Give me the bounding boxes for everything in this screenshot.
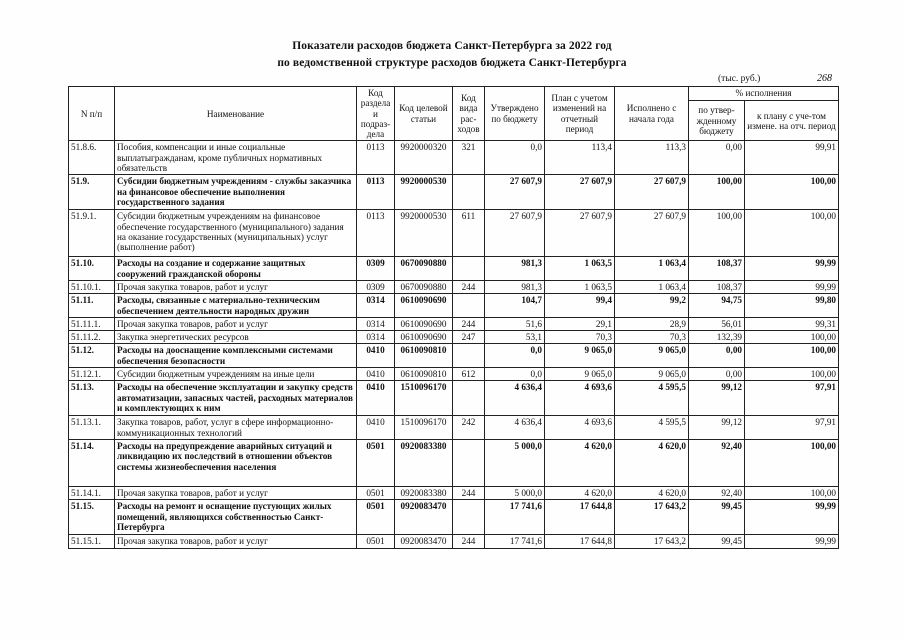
row-type-code: 244 [453,317,485,330]
row-name: Закупка энергетических ресурсов [115,331,357,344]
row-pct-approved: 100,00 [689,175,745,210]
header-num: N п/п [69,87,115,141]
row-pct-plan: 100,00 [745,344,839,368]
row-pct-plan: 100,00 [745,210,839,257]
row-name: Субсидии бюджетным учреждениям - службы заказчика на финансовое обеспечение выполнения государственного задания [115,175,357,210]
row-plan: 1 063,5 [545,280,615,293]
row-type-code [453,175,485,210]
row-target-code: 0670090880 [395,257,453,281]
row-section-code: 0410 [357,416,395,440]
row-plan: 17 644,8 [545,500,615,535]
row-target-code: 9920000530 [395,175,453,210]
row-target-code: 0610090690 [395,331,453,344]
row-type-code: 244 [453,280,485,293]
row-number: 51.11.1. [69,317,115,330]
row-pct-approved: 94,75 [689,294,745,318]
row-pct-approved: 92,40 [689,486,745,499]
report-subtitle: по ведомственной структуре расходов бюджета Санкт-Петербурга [277,57,627,69]
header-type: Код вида рас-ходов [453,87,485,141]
table-row [69,210,839,257]
header-pct-approved: по утвер-жденному бюджету [689,101,745,141]
row-name: Расходы, связанные с материально-техническим обеспечением деятельности народных дружин [115,294,357,318]
row-number: 51.14.1. [69,486,115,499]
table-row [69,439,839,486]
row-section-code: 0410 [357,368,395,381]
row-plan: 113,4 [545,141,615,175]
row-target-code: 0610090690 [395,317,453,330]
row-name: Расходы на обеспечение эксплуатации и закупку средств автоматизации, запасных частей, расходных материалов и комплектующих к ним [115,381,357,416]
row-pct-approved: 132,39 [689,331,745,344]
row-pct-approved: 92,40 [689,439,745,486]
row-approved: 981,3 [485,257,545,281]
row-number: 51.8.6. [69,141,115,175]
row-approved: 17 741,6 [485,500,545,535]
row-pct-approved: 100,00 [689,210,745,257]
row-type-code [453,294,485,318]
row-executed: 27 607,9 [615,210,689,257]
row-target-code: 1510096170 [395,416,453,440]
row-approved: 0,0 [485,368,545,381]
row-executed: 99,2 [615,294,689,318]
row-section-code: 0501 [357,439,395,486]
row-target-code: 0610090810 [395,368,453,381]
row-section-code: 0314 [357,317,395,330]
row-executed: 4 620,0 [615,486,689,499]
row-pct-approved: 0,00 [689,141,745,175]
header-target: Код целевой статьи [395,87,453,141]
row-target-code: 0610090690 [395,294,453,318]
table-row [69,381,839,416]
row-type-code: 244 [453,486,485,499]
row-pct-plan: 99,99 [745,280,839,293]
row-approved: 27 607,9 [485,210,545,257]
row-approved: 104,7 [485,294,545,318]
row-approved: 4 636,4 [485,381,545,416]
row-type-code: 611 [453,210,485,257]
row-name: Расходы на дооснащение комплексными системами обеспечения безопасности [115,344,357,368]
row-target-code: 9920000320 [395,141,453,175]
row-pct-plan: 99,99 [745,500,839,535]
table-row [69,535,839,548]
table-row [69,344,839,368]
row-name: Прочая закупка товаров, работ и услуг [115,486,357,499]
row-plan: 29,1 [545,317,615,330]
row-pct-approved: 99,45 [689,500,745,535]
row-number: 51.15.1. [69,535,115,548]
header-approved: Утверждено по бюджету [485,87,545,141]
row-type-code: 244 [453,535,485,548]
row-plan: 27 607,9 [545,175,615,210]
row-executed: 70,3 [615,331,689,344]
row-section-code: 0113 [357,175,395,210]
row-approved: 0,0 [485,141,545,175]
row-target-code: 0670090880 [395,280,453,293]
row-type-code [453,257,485,281]
row-name: Расходы на предупреждение аварийных ситуаций и ликвидацию их последствий в отношении объектов системы жизнеобеспечения населения [115,439,357,486]
row-executed: 9 065,0 [615,368,689,381]
header-percent-group: % исполнения [689,87,839,101]
row-executed: 1 063,4 [615,280,689,293]
row-type-code [453,381,485,416]
row-pct-plan: 100,00 [745,486,839,499]
row-name: Субсидии бюджетным учреждениям на финансовое обеспечение государственного (муниципального) задания на оказание государственных (муниципальных) услуг (выполнение работ) [115,210,357,257]
header-executed: Исполнено с начала года [615,87,689,141]
row-section-code: 0501 [357,500,395,535]
table-row [69,416,839,440]
row-executed: 4 620,0 [615,439,689,486]
table-row [69,257,839,281]
row-approved: 4 636,4 [485,416,545,440]
row-name: Закупка товаров, работ, услуг в сфере информационно-коммуникационных технологий [115,416,357,440]
row-type-code: 612 [453,368,485,381]
row-type-code [453,439,485,486]
row-plan: 4 693,6 [545,416,615,440]
row-pct-plan: 99,80 [745,294,839,318]
row-section-code: 0410 [357,381,395,416]
row-plan: 9 065,0 [545,368,615,381]
row-section-code: 0410 [357,344,395,368]
row-pct-approved: 108,37 [689,280,745,293]
row-number: 51.13. [69,381,115,416]
row-number: 51.10.1. [69,280,115,293]
row-approved: 53,1 [485,331,545,344]
row-number: 51.9. [69,175,115,210]
units-label: (тыс. руб.) [718,74,761,84]
row-executed: 17 643,2 [615,500,689,535]
row-pct-plan: 100,00 [745,439,839,486]
row-target-code: 0920083470 [395,500,453,535]
table-row [69,331,839,344]
row-executed: 28,9 [615,317,689,330]
table-row [69,317,839,330]
row-approved: 51,6 [485,317,545,330]
row-pct-plan: 100,00 [745,368,839,381]
row-section-code: 0501 [357,535,395,548]
row-executed: 1 063,4 [615,257,689,281]
row-name: Прочая закупка товаров, работ и услуг [115,535,357,548]
row-pct-plan: 97,91 [745,381,839,416]
row-section-code: 0314 [357,331,395,344]
row-plan: 27 607,9 [545,210,615,257]
row-name: Прочая закупка товаров, работ и услуг [115,280,357,293]
row-approved: 981,3 [485,280,545,293]
row-target-code: 0920083380 [395,486,453,499]
row-target-code: 0610090810 [395,344,453,368]
row-plan: 4 620,0 [545,486,615,499]
table-row [69,294,839,318]
row-executed: 4 595,5 [615,381,689,416]
budget-table [68,86,839,549]
table-row [69,280,839,293]
row-number: 51.12. [69,344,115,368]
row-pct-plan: 100,00 [745,331,839,344]
header-plan: План с учетом изменений на отчетный период [545,87,615,141]
row-pct-plan: 99,31 [745,317,839,330]
row-approved: 5 000,0 [485,439,545,486]
row-number: 51.13.1. [69,416,115,440]
row-section-code: 0501 [357,486,395,499]
row-pct-approved: 99,12 [689,416,745,440]
row-approved: 27 607,9 [485,175,545,210]
row-plan: 70,3 [545,331,615,344]
row-plan: 17 644,8 [545,535,615,548]
row-type-code [453,344,485,368]
row-pct-plan: 99,99 [745,535,839,548]
row-target-code: 0920083380 [395,439,453,486]
row-type-code [453,500,485,535]
row-pct-approved: 56,01 [689,317,745,330]
row-section-code: 0309 [357,257,395,281]
row-pct-approved: 108,37 [689,257,745,281]
row-target-code: 9920000530 [395,210,453,257]
table-row [69,368,839,381]
header-section: Код раздела и подраз-дела [357,87,395,141]
row-number: 51.12.1. [69,368,115,381]
row-target-code: 0920083470 [395,535,453,548]
row-plan: 4 693,6 [545,381,615,416]
row-number: 51.11. [69,294,115,318]
row-type-code: 242 [453,416,485,440]
table-row [69,175,839,210]
row-plan: 4 620,0 [545,439,615,486]
row-name: Расходы на создание и содержание защитных сооружений гражданской обороны [115,257,357,281]
row-section-code: 0314 [357,294,395,318]
row-pct-approved: 99,45 [689,535,745,548]
row-section-code: 0113 [357,141,395,175]
table-row [69,141,839,175]
row-approved: 0,0 [485,344,545,368]
row-approved: 5 000,0 [485,486,545,499]
row-type-code: 321 [453,141,485,175]
row-name: Субсидии бюджетным учреждениям на иные цели [115,368,357,381]
row-executed: 4 595,5 [615,416,689,440]
row-executed: 17 643,2 [615,535,689,548]
row-name: Пособия, компенсации и иные социальные выплатыгражданам, кроме публичных нормативных обязательств [115,141,357,175]
row-executed: 9 065,0 [615,344,689,368]
row-section-code: 0113 [357,210,395,257]
header-pct-plan: к плану с уче-том измене. на отч. период [745,101,839,141]
row-pct-approved: 99,12 [689,381,745,416]
row-plan: 9 065,0 [545,344,615,368]
table-body [69,141,839,548]
row-executed: 27 607,9 [615,175,689,210]
table-row [69,486,839,499]
row-type-code: 247 [453,331,485,344]
row-name: Прочая закупка товаров, работ и услуг [115,317,357,330]
row-pct-plan: 99,91 [745,141,839,175]
row-pct-plan: 99,99 [745,257,839,281]
row-number: 51.14. [69,439,115,486]
row-pct-plan: 100,00 [745,175,839,210]
report-title: Показатели расходов бюджета Санкт-Петербурга за 2022 год [292,40,612,52]
row-name: Расходы на ремонт и оснащение пустующих жилых помещений, являющихся собственностью Санкт-Петербурга [115,500,357,535]
row-section-code: 0309 [357,280,395,293]
row-pct-approved: 0,00 [689,344,745,368]
row-pct-approved: 0,00 [689,368,745,381]
header-name: Наименование [115,87,357,141]
row-number: 51.15. [69,500,115,535]
table-row [69,500,839,535]
page-number: 268 [817,73,832,84]
row-executed: 113,3 [615,141,689,175]
row-number: 51.11.2. [69,331,115,344]
row-approved: 17 741,6 [485,535,545,548]
row-plan: 1 063,5 [545,257,615,281]
row-plan: 99,4 [545,294,615,318]
row-number: 51.9.1. [69,210,115,257]
row-number: 51.10. [69,257,115,281]
row-target-code: 1510096170 [395,381,453,416]
row-pct-plan: 97,91 [745,416,839,440]
